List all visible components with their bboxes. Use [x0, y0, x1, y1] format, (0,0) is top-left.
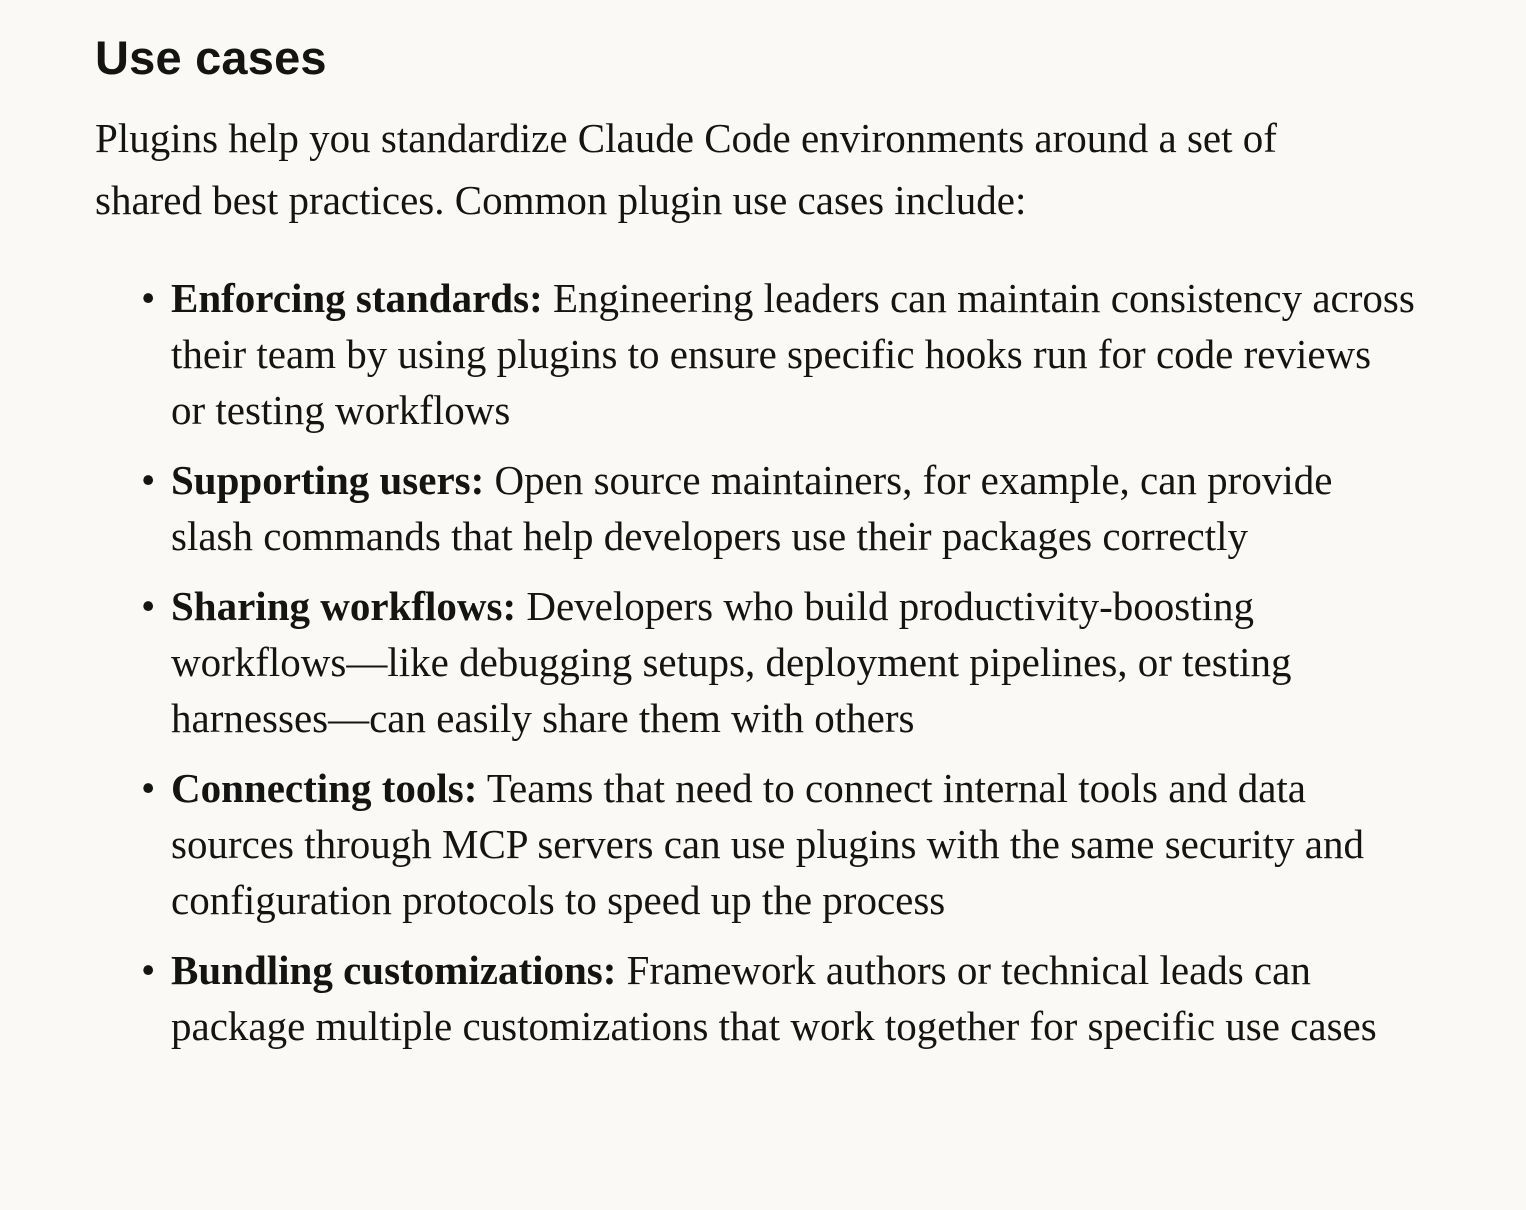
item-text: Teams that need to connect internal tools and data sources through MCP servers can use plugins with the same security and configuration protocols to speed up the process [171, 765, 1364, 923]
item-text: Open source maintainers, for example, can provide slash commands that help developers use their packages correctly [171, 457, 1333, 559]
item-term: Connecting tools: [171, 765, 478, 811]
item-term: Enforcing standards: [171, 275, 543, 321]
intro-paragraph: Plugins help you standardize Claude Code environments around a set of shared best practices. Common plugin use cases include: [95, 115, 1277, 223]
item-term: Supporting users: [171, 457, 485, 503]
use-cases-list [95, 270, 1415, 1054]
bullet-icon: • [141, 947, 156, 993]
list-item-supporting-users [95, 452, 1415, 564]
item-text: Developers who build productivity-boosting workflows—like debugging setups, deployment pipelines, or testing harnesses—can easily share them with others [171, 583, 1292, 741]
item-term: Bundling customizations: [171, 947, 617, 993]
use-cases-section [95, 30, 1415, 1068]
bullet-icon: • [141, 583, 156, 629]
list-item-enforcing-standards [95, 270, 1415, 438]
list-item-sharing-workflows [95, 578, 1415, 746]
bullet-icon: • [141, 765, 156, 811]
item-text: Engineering leaders can maintain consistency across their team by using plugins to ensure specific hooks run for code reviews or testing workflows [171, 275, 1415, 433]
list-item-connecting-tools [95, 760, 1415, 928]
bullet-icon: • [141, 275, 156, 321]
section-heading: Use cases [95, 31, 327, 84]
item-text: Framework authors or technical leads can package multiple customizations that work together for specific use cases [171, 947, 1377, 1049]
list-item-bundling-customizations [95, 942, 1415, 1054]
item-term: Sharing workflows: [171, 583, 517, 629]
bullet-icon: • [141, 457, 156, 503]
